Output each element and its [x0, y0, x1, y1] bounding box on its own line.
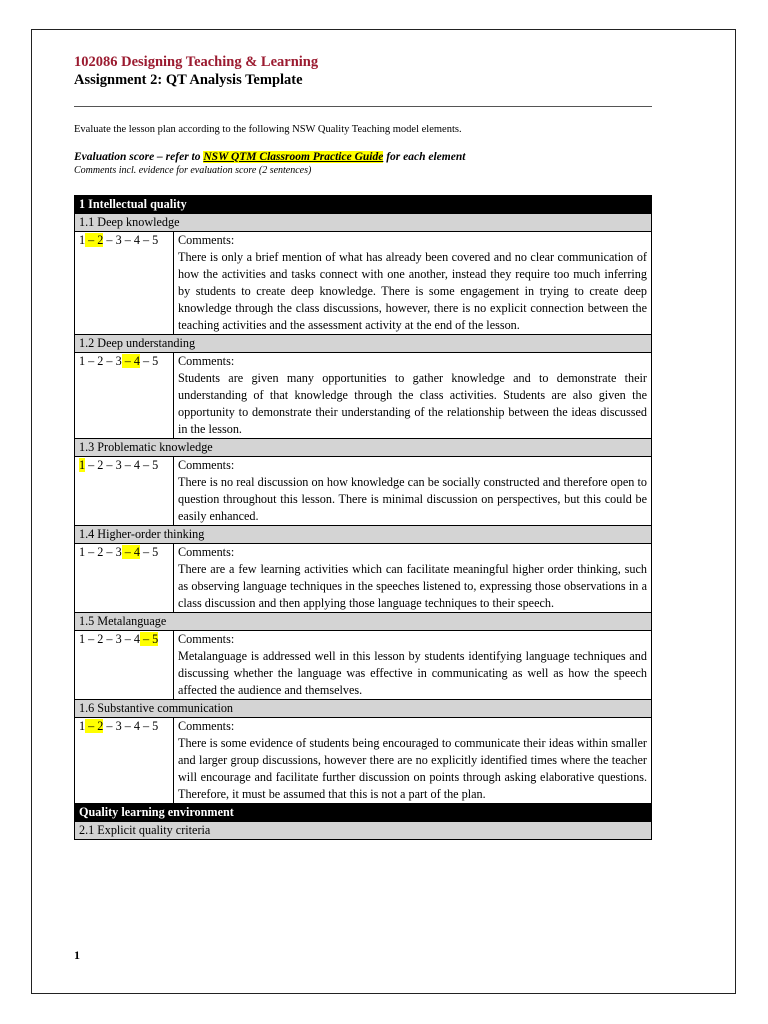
score-scale	[75, 353, 174, 439]
element-header-row	[75, 613, 652, 631]
comment-cell	[174, 544, 652, 613]
score-option-5: – 5	[139, 545, 159, 559]
score-option-4: – 4	[121, 545, 140, 559]
element-header-row	[75, 700, 652, 718]
score-option-1: 1	[79, 545, 86, 559]
score-option-5: – 5	[139, 719, 159, 733]
score-option-2: – 2	[85, 233, 104, 247]
score-option-4: – 4	[121, 354, 140, 368]
comments-note: Comments incl. evidence for evaluation score (2 sentences)	[74, 165, 312, 176]
score-option-5: – 5	[139, 632, 159, 646]
score-option-2: – 2	[85, 354, 104, 368]
qtm-guide-link[interactable]: NSW QTM Classroom Practice Guide	[203, 151, 384, 163]
score-option-1: 1	[79, 458, 86, 472]
score-option-3: – 3	[103, 354, 122, 368]
element-row	[75, 232, 652, 335]
score-option-5: – 5	[139, 354, 159, 368]
score-option-4: – 4	[121, 632, 140, 646]
score-option-5: – 5	[139, 233, 159, 247]
section-title: 1 Intellectual quality	[75, 196, 652, 214]
qt-analysis-table	[74, 195, 652, 840]
page-number: 1	[74, 948, 80, 962]
element-title: 1.4 Higher-order thinking	[75, 526, 652, 544]
evaluation-instruction	[74, 151, 465, 163]
comments-label: Comments:	[178, 458, 235, 472]
element-header-row	[75, 214, 652, 232]
score-option-1: 1	[79, 233, 86, 247]
comment-cell	[174, 457, 652, 526]
element-title: 1.2 Deep understanding	[75, 335, 652, 353]
element-title: 2.1 Explicit quality criteria	[75, 822, 652, 840]
element-row	[75, 457, 652, 526]
score-scale	[75, 457, 174, 526]
score-option-1: 1	[79, 632, 86, 646]
element-title: 1.1 Deep knowledge	[75, 214, 652, 232]
section-header-row	[75, 196, 652, 214]
element-row	[75, 631, 652, 700]
score-scale	[75, 631, 174, 700]
element-title: 1.5 Metalanguage	[75, 613, 652, 631]
comment-text: There is no real discussion on how knowledge can be socially constructed and therefore open to question throughout this lesson. There is minimal discussion on perspectives, but this could be easily enhanced.	[178, 475, 647, 523]
comment-text: There is some evidence of students being encouraged to communicate their ideas within smaller and larger group discussions, however there are no explicitly identified times where the teacher will encourage and facilitate further discussion on points through asking elaborative questions. Therefore, it must be assumed that this is not a part of the plan.	[178, 736, 647, 801]
section-title: Quality learning environment	[75, 804, 652, 822]
assignment-title: Assignment 2: QT Analysis Template	[74, 72, 303, 88]
score-option-5: – 5	[139, 458, 159, 472]
element-row	[75, 353, 652, 439]
comment-text: Students are given many opportunities to gather knowledge and to demonstrate their understanding of that knowledge through the class activities. Students are also given the opportunity to demonstrate their understanding of the relationship between the ideas discussed in the lesson.	[178, 371, 647, 436]
score-option-4: – 4	[121, 233, 140, 247]
element-header-row	[75, 526, 652, 544]
score-option-3: – 3	[103, 458, 122, 472]
comments-label: Comments:	[178, 233, 235, 247]
intro-text: Evaluate the lesson plan according to the following NSW Quality Teaching model elements.	[74, 124, 462, 135]
score-scale	[75, 232, 174, 335]
element-header-row	[75, 335, 652, 353]
element-row	[75, 718, 652, 804]
score-option-1: 1	[79, 719, 86, 733]
comments-label: Comments:	[178, 545, 235, 559]
course-title: 102086 Designing Teaching & Learning	[74, 54, 319, 70]
score-option-2: – 2	[85, 545, 104, 559]
comments-label: Comments:	[178, 719, 235, 733]
comments-label: Comments:	[178, 354, 235, 368]
header-rule	[74, 106, 652, 107]
element-title: 1.6 Substantive communication	[75, 700, 652, 718]
score-option-1: 1	[79, 354, 86, 368]
element-header-row	[75, 439, 652, 457]
section-header-row	[75, 804, 652, 822]
comment-cell	[174, 718, 652, 804]
comment-text: There are a few learning activities which can facilitate meaningful higher order thinking, such as observing language techniques in the speeches listened to, expressing those observations in a class discussion and then applying those language techniques to their speech.	[178, 562, 647, 610]
score-option-3: – 3	[103, 233, 122, 247]
element-title: 1.3 Problematic knowledge	[75, 439, 652, 457]
score-option-2: – 2	[85, 458, 104, 472]
comment-text: There is only a brief mention of what has already been covered and no clear communication of how the activities and tasks connect with one another, instead they require too much inferring by students to create deep knowledge. There is some engagement in trying to create deep knowledge through the class discussions, however, there is no explicit connection between the teaching activities and the assessment activity at the end of the lesson.	[178, 250, 647, 332]
score-option-3: – 3	[103, 632, 122, 646]
score-option-4: – 4	[121, 458, 140, 472]
score-option-3: – 3	[103, 545, 122, 559]
score-scale	[75, 544, 174, 613]
comment-cell	[174, 631, 652, 700]
score-option-2: – 2	[85, 632, 104, 646]
comments-label: Comments:	[178, 632, 235, 646]
comment-cell	[174, 232, 652, 335]
evaluation-suffix: for each element	[383, 151, 466, 163]
score-option-2: – 2	[85, 719, 104, 733]
score-option-4: – 4	[121, 719, 140, 733]
score-scale	[75, 718, 174, 804]
comment-cell	[174, 353, 652, 439]
comment-text: Metalanguage is addressed well in this lesson by students identifying language techniques and discussing whether the language was effective in communicating as well as how the speech affected the audience and themselves.	[178, 649, 647, 697]
element-row	[75, 544, 652, 613]
score-option-3: – 3	[103, 719, 122, 733]
evaluation-prefix: Evaluation score – refer to	[74, 151, 204, 163]
element-header-row	[75, 822, 652, 840]
